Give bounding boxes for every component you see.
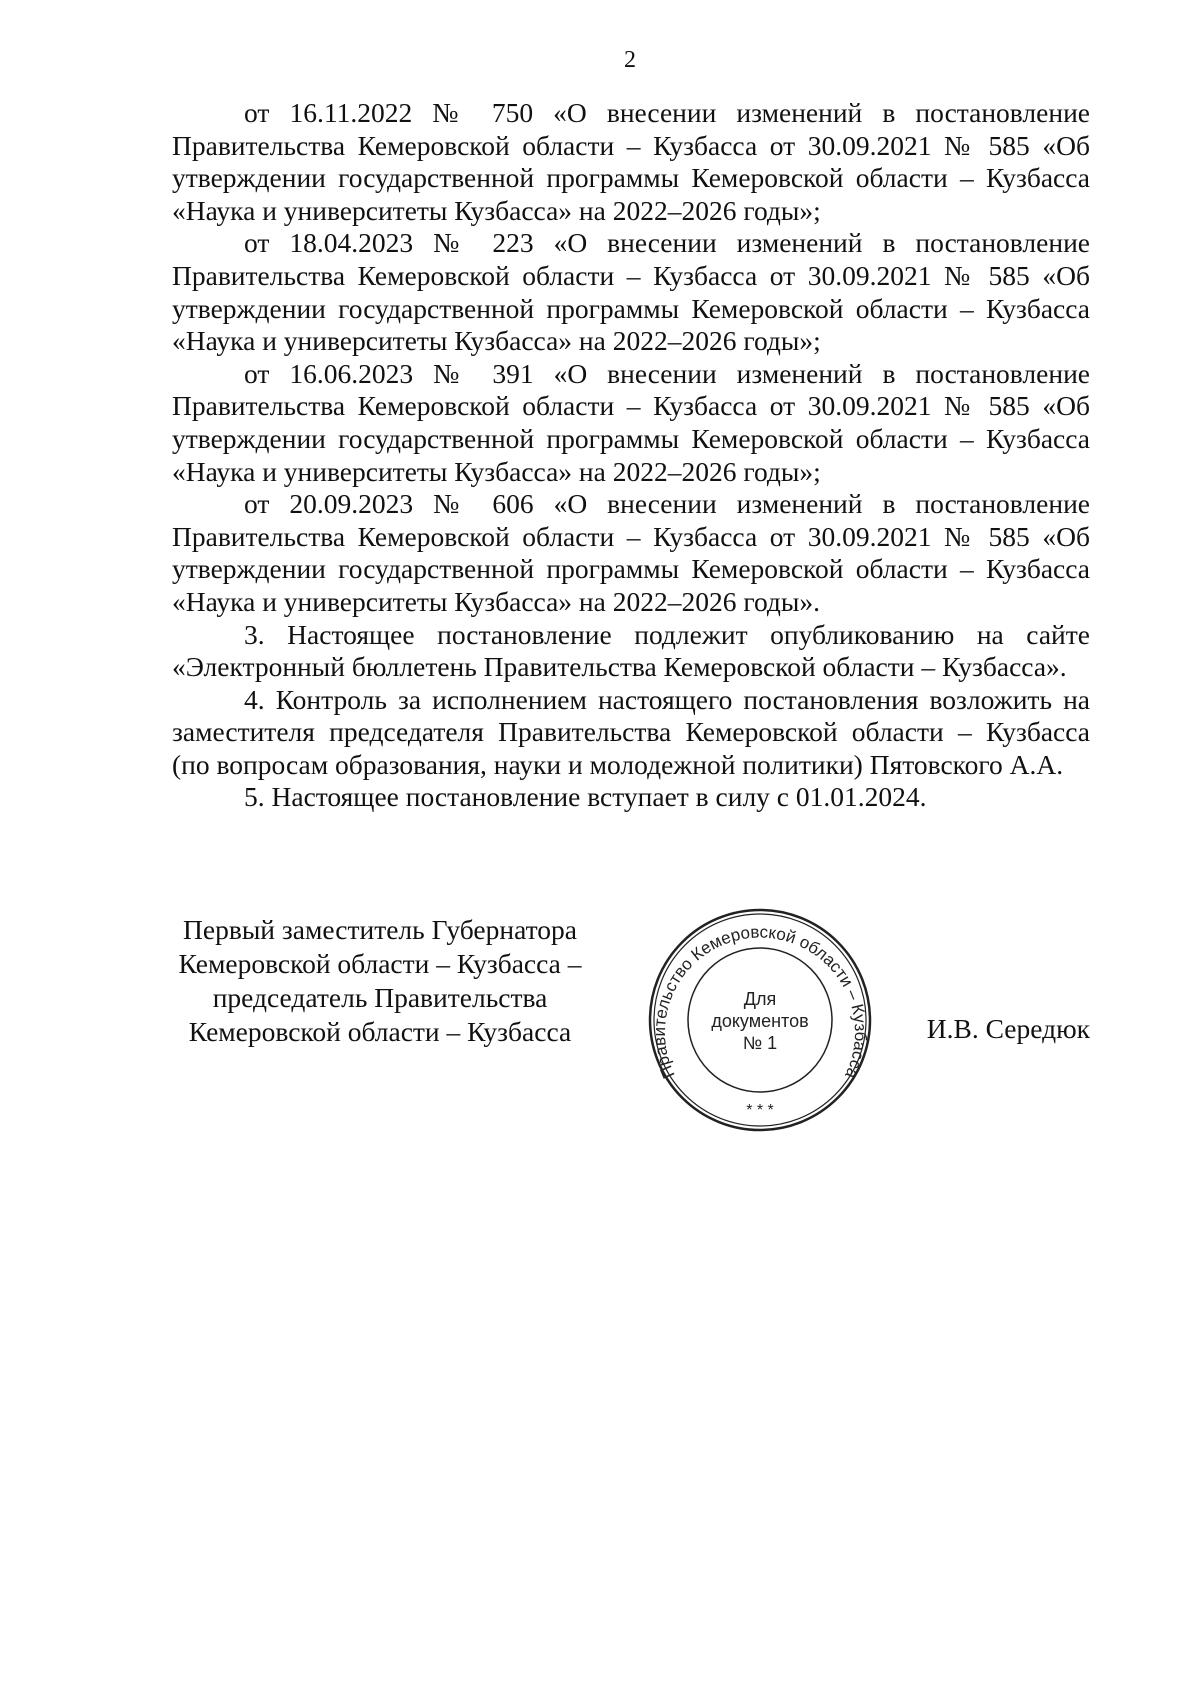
seal-center-line: Для — [743, 989, 777, 1009]
paragraph-amendment-606: от 20.09.2023 № 606 «О внесении изменений в постановление Правительства Кемеровской области – Кузбасса от 30.09.2021 № 585 «Об утверждении государственной программы Кемеровской области – Кузбасса «Наука и университеты Кузбасса» на 2022–2026 годы». — [172, 488, 1090, 617]
signer-position-line: Кемеровской области – Кузбасса – — [178, 948, 582, 979]
official-seal-stamp — [645, 905, 875, 1135]
seal-ring-text: Правительство Кемеровской области – Кузбасса — [649, 922, 871, 1082]
signer-position-line: Первый заместитель Губернатора — [183, 914, 577, 945]
document-body — [172, 97, 1090, 814]
seal-stars: * * * — [746, 1102, 774, 1119]
paragraph-amendment-750: от 16.11.2022 № 750 «О внесении изменений в постановление Правительства Кемеровской области – Кузбасса от 30.09.2021 № 585 «Об утверждении государственной программы Кемеровской области – Кузбасса «Наука и университеты Кузбасса» на 2022–2026 годы»; — [172, 97, 1090, 226]
signer-name: И.В. Середюк — [926, 1013, 1090, 1044]
seal-center-line: документов — [711, 1011, 809, 1031]
paragraph-effective-date: 5. Настоящее постановление вступает в силу с 01.01.2024. — [244, 781, 927, 813]
paragraph-control: 4. Контроль за исполнением настоящего постановления возложить на заместителя председателя Правительства Кемеровской области – Кузбасса (по вопросам образования, науки и молодежной политики) Пятовского А.А. — [172, 683, 1090, 780]
signer-position-line: председатель Правительства — [212, 982, 548, 1013]
signer-position — [150, 913, 610, 1049]
seal-center-line: № 1 — [742, 1033, 778, 1053]
page-number: 2 — [624, 47, 636, 73]
paragraph-publication: 3. Настоящее постановление подлежит опубликованию на сайте «Электронный бюллетень Правительства Кемеровской области – Кузбасса». — [172, 618, 1090, 683]
signer-position-line: Кемеровской области – Кузбасса — [188, 1016, 572, 1047]
paragraph-amendment-223: от 18.04.2023 № 223 «О внесении изменений в постановление Правительства Кемеровской области – Кузбасса от 30.09.2021 № 585 «Об утверждении государственной программы Кемеровской области – Кузбасса «Наука и университеты Кузбасса» на 2022–2026 годы»; — [172, 227, 1090, 357]
paragraph-amendment-391: от 16.06.2023 № 391 «О внесении изменений в постановление Правительства Кемеровской области – Кузбасса от 30.09.2021 № 585 «Об утверждении государственной программы Кемеровской области – Кузбасса «Наука и университеты Кузбасса» на 2022–2026 годы»; — [172, 357, 1090, 487]
